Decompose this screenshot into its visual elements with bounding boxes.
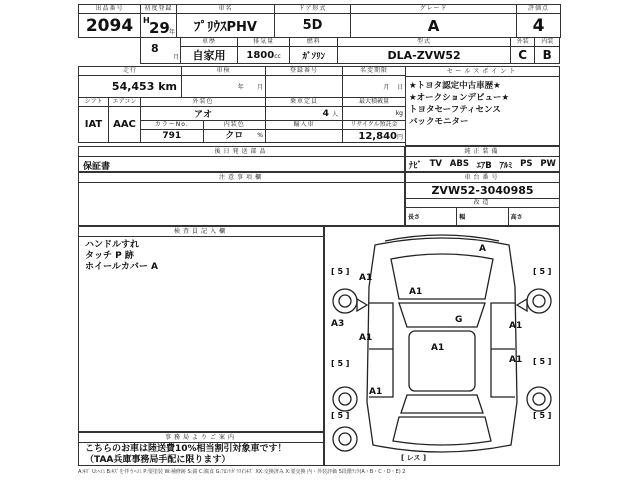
nc-month-unit: 月 <box>383 84 390 91</box>
inspector-note: ハンドルすれ <box>85 240 140 250</box>
header-table <box>78 4 561 38</box>
color-sub-header <box>141 121 266 130</box>
tire-tread-spare-left: [ 5 ] <box>331 411 350 420</box>
fuel-label: 燃料 <box>290 38 338 47</box>
mileage-label: 走行 <box>79 67 182 76</box>
exterior-grade: C <box>510 47 535 64</box>
sales-point-label: セールスポイント <box>406 67 559 77</box>
shift-label: シフト <box>79 98 109 107</box>
mark-hood: A1 <box>409 287 423 297</box>
recycle-value: 12,840 <box>358 130 397 142</box>
displacement <box>237 47 289 64</box>
doors: 5D <box>275 14 351 38</box>
km-unit: km <box>158 80 177 93</box>
mark-roof: A1 <box>431 343 445 353</box>
equipment-label: 純正装備 <box>406 147 559 157</box>
frame-box <box>405 172 560 226</box>
inspector-notes <box>79 237 323 276</box>
recycle-label: リサイクル預託金 <box>343 121 406 130</box>
office-box <box>78 432 324 466</box>
capacity <box>266 107 343 121</box>
insp-year-unit: 年 <box>237 84 244 91</box>
mark-left-rear-door: A1 <box>359 333 373 343</box>
frame-label: 車台番号 <box>406 173 559 183</box>
yen-unit: 円 <box>396 133 403 141</box>
sales-point-box <box>405 66 560 146</box>
doors-label: ドア形式 <box>275 5 351 14</box>
month: 8 <box>151 42 159 55</box>
sales-point-item: トヨタセーフティセンス <box>409 105 501 115</box>
spare-tire-status: [ レス ] <box>401 454 427 462</box>
auction-sheet <box>78 4 560 475</box>
mark-right-front-door: A1 <box>509 321 523 331</box>
inspector-note: ホイールカバー A <box>85 262 158 272</box>
capacity-unit: 人 <box>331 110 338 118</box>
color-no-label: カラーNo. <box>141 121 204 129</box>
body-use: 自家用 <box>181 47 238 64</box>
percent-unit: % <box>257 132 263 139</box>
office-line-1: こちらのお車は陸送費10%相当割引対象車です！ <box>85 444 287 454</box>
interior-label: 内装 <box>535 38 560 47</box>
exterior-color: アオ <box>141 107 266 121</box>
max-load: kg <box>343 107 406 121</box>
inspection-label: 車検 <box>182 67 266 76</box>
sales-point-item: ★トヨタ認定中古車歴★ <box>409 81 501 91</box>
model-code: DLA-ZVW52 <box>338 47 511 64</box>
car-name-label: 車名 <box>177 5 275 14</box>
equipment-item: ﾅﾋﾞ <box>409 161 422 171</box>
damage-diagram <box>324 226 560 466</box>
mark-windshield: G <box>455 315 463 325</box>
first-reg-month <box>141 38 181 64</box>
import-label: 輸入車 <box>266 121 343 130</box>
interior-color <box>204 130 266 142</box>
accessories-label: 後日発送部品 <box>79 147 404 157</box>
capacity-label: 乗車定員 <box>266 98 343 107</box>
insp-month-unit: 月 <box>257 84 264 91</box>
fuel: ｶﾞｿﾘﾝ <box>290 47 338 64</box>
tire-tread-front-left: [ 5 ] <box>331 267 350 276</box>
mark-front-bumper: A <box>479 244 486 254</box>
car-name: ﾌﾟﾘｳｽPHV <box>177 14 275 38</box>
equipment-item: ABS <box>449 159 469 169</box>
height-label: 高さ <box>510 214 523 221</box>
accessories-value: 保証書 <box>83 162 111 172</box>
max-load-label: 最大積載量 <box>343 98 406 107</box>
year-unit: 年 <box>168 29 175 36</box>
color-sub-values <box>141 130 266 143</box>
frame-number: ZVW52-3040985 <box>406 183 559 199</box>
body-label: 車歴 <box>181 38 238 47</box>
inspector-box <box>78 226 324 432</box>
inspection-date <box>182 76 266 98</box>
era: H <box>143 16 150 25</box>
name-change-label: 名変期限 <box>343 67 406 76</box>
name-change-date <box>343 76 406 98</box>
mark-left-front-door: A3 <box>331 319 345 329</box>
inspector-label: 検査員記入欄 <box>79 227 323 237</box>
legend: A:ｷｽﾞ U:ﾍｺﾐ B:ｷｽﾞを伴うﾍｺﾐ P:要塗装 W:補修跡 S:錆 C:腐食 G:ﾌﾛﾝﾄｶﾞﾗｽ石ｷｽﾞ XX:交換済み X:要交換 内・外装評価 5段階ﾗﾝｸ(A・B・C・D・E) 2 <box>78 469 406 475</box>
score: 4 <box>517 14 561 38</box>
equipment-item: ｱﾙﾐ <box>499 161 513 171</box>
cc-unit: cc <box>274 52 281 60</box>
sales-point-item: バックモニター <box>409 117 469 127</box>
reg-date-label: 登録番号 <box>266 67 343 76</box>
reg-number <box>266 76 343 98</box>
equipment-box <box>405 146 560 172</box>
row3-table <box>78 66 406 98</box>
displacement-label: 排気量 <box>237 38 289 47</box>
mark-right-rear-door: A1 <box>509 355 523 365</box>
inspector-note: タッチ P 跡 <box>85 251 134 261</box>
color-label: 外装色 <box>141 98 266 107</box>
exterior-label: 外装 <box>510 38 535 47</box>
color-no: 791 <box>141 130 204 142</box>
aircon: AAC <box>109 107 141 143</box>
accessories-box <box>78 146 405 172</box>
row4-table <box>78 97 406 143</box>
nc-day-unit: 日 <box>397 84 404 91</box>
year: 29 <box>149 19 170 37</box>
interior-color-label: 内装色 <box>223 121 245 128</box>
lot-no-label: 出品番号 <box>79 5 141 14</box>
equipment-item: PS <box>520 159 533 169</box>
office-label: 事務局よりご案内 <box>79 433 323 443</box>
interior-grade: B <box>535 47 560 64</box>
grade-label: グレード <box>351 5 517 14</box>
lot-number: 2094 <box>79 14 141 38</box>
tire-tread-rear-left: [ 5 ] <box>331 359 350 368</box>
width-label: 幅 <box>457 208 508 227</box>
notes-box <box>78 172 405 226</box>
equipment-item: ｴｱB <box>476 161 492 171</box>
first-reg-label: 初度登録 <box>141 5 177 14</box>
notes-label: 注意事項欄 <box>79 173 404 183</box>
office-line-2: （TAA兵庫事務局手配に限ります） <box>85 455 231 465</box>
mark-left-quarter: A1 <box>369 387 383 397</box>
row2-table <box>140 37 560 64</box>
mark-left-fender: A1 <box>359 273 373 283</box>
import-value <box>266 130 343 143</box>
model-label: 型式 <box>338 38 511 47</box>
first-reg-year <box>141 14 177 38</box>
equipment-item: PW <box>540 159 556 169</box>
tire-tread-spare-right: [ 5 ] <box>533 411 552 420</box>
length-label: 長さ <box>406 208 457 227</box>
tire-tread-rear-right: [ 5 ] <box>533 357 552 366</box>
sales-point-list <box>406 77 559 131</box>
equipment-item: TV <box>429 159 442 169</box>
mileage-value: 54,453 <box>111 80 155 93</box>
recycle-fee <box>343 130 406 143</box>
capacity-value: 4 <box>322 108 329 119</box>
sales-point-item: ★オークションデビュー★ <box>409 93 510 103</box>
month-unit: 月 <box>173 54 180 61</box>
modification-label: 改造 <box>406 199 559 208</box>
tire-tread-front-right: [ 5 ] <box>533 267 552 276</box>
equipment-list <box>406 157 559 173</box>
shift: IAT <box>79 107 109 143</box>
mileage <box>79 76 182 98</box>
score-label: 評価点 <box>517 5 561 14</box>
aircon-label: エアコン <box>109 98 141 107</box>
displacement-value: 1800 <box>246 49 275 61</box>
interior-color-value: クロ <box>225 131 244 141</box>
grade: A <box>351 14 517 38</box>
